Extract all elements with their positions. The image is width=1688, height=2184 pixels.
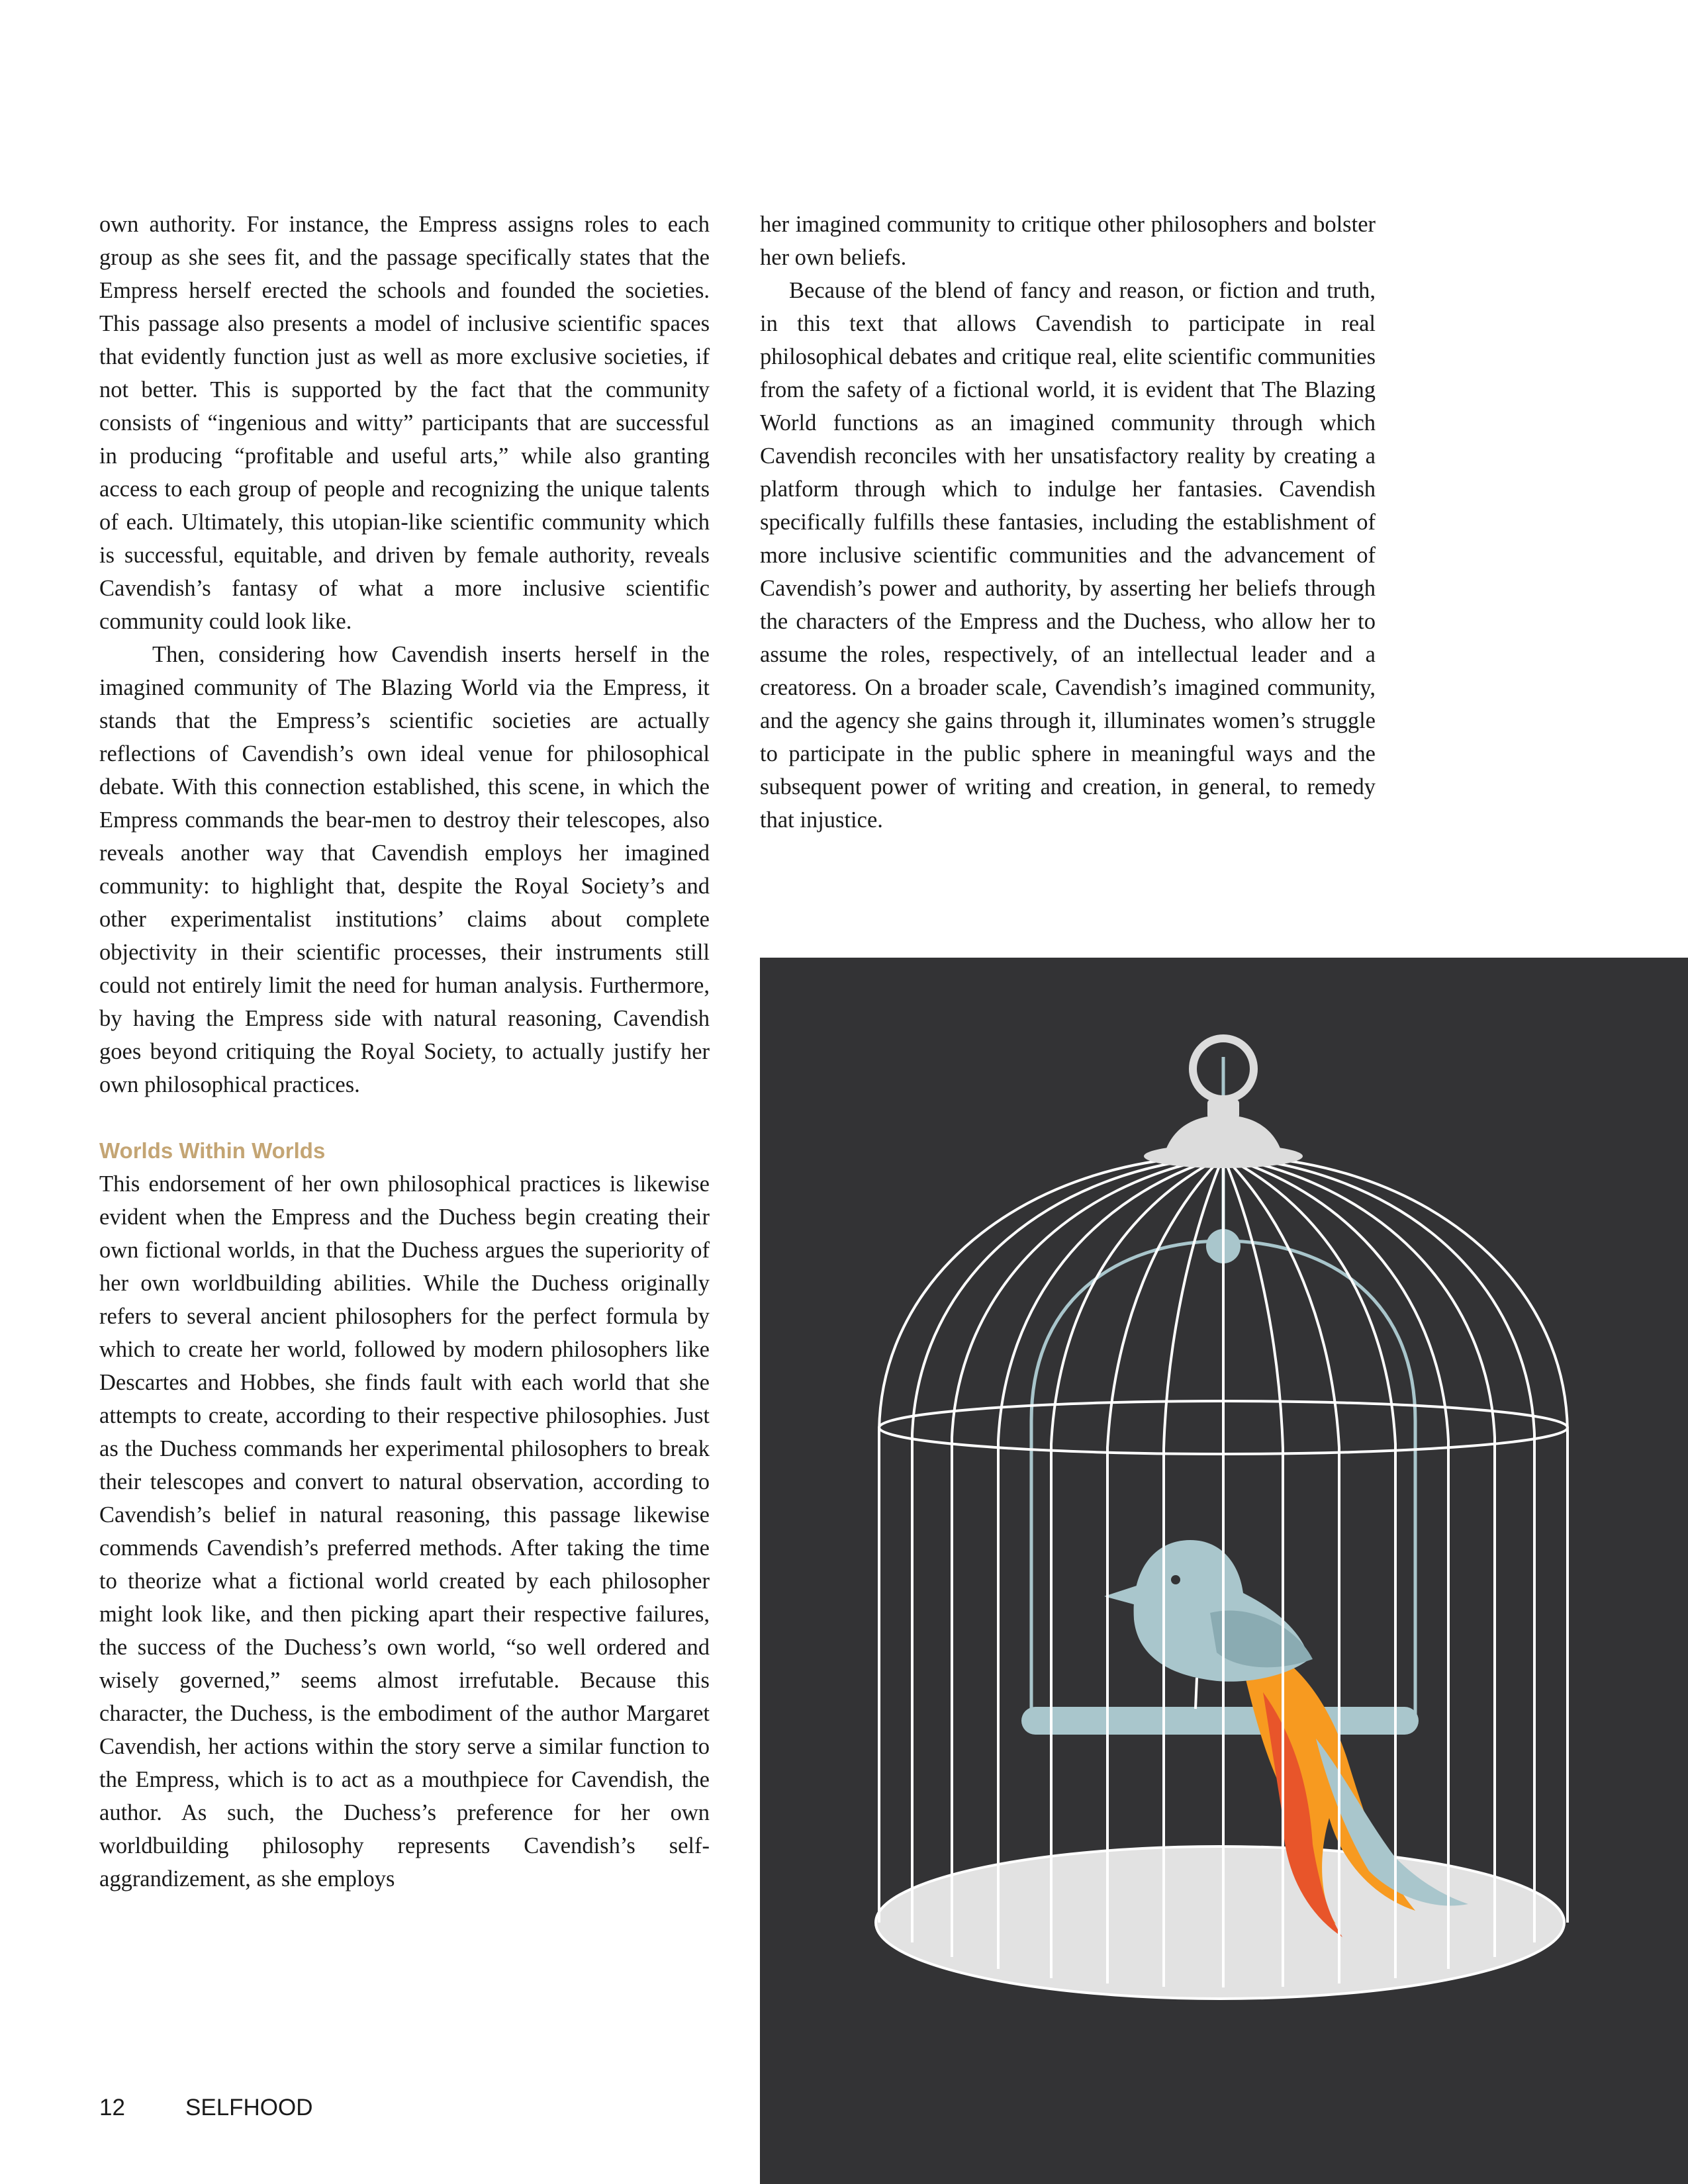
body-paragraph: her imagined community to critique other philosophers and bolster her own beliefs. <box>760 212 1376 270</box>
section-name: SELFHOOD <box>185 2095 313 2120</box>
left-column <box>99 208 710 1895</box>
section-heading: Worlds Within Worlds <box>99 1138 326 1163</box>
birdcage-illustration <box>760 958 1688 2184</box>
right-column <box>760 208 1376 837</box>
page-number: 12 <box>99 2095 125 2120</box>
page-footer <box>99 2095 313 2121</box>
body-paragraph: This endorsement of her own philosophical practices is likewise evident when the Empress and the Duchess begin creating their own fictional worlds, in that the Duchess argues the superiority of her own worldbuilding abilities. While the Duchess originally refers to several ancient philosophers for the perfect formula by which to create her world, followed by modern philosophers like Descartes and Hobbes, she finds fault with each world that she attempts to create, according to their respective philosophies. Just as the Duchess commands her experimental philosophers to break their telescopes and convert to natural observation, according to Cavendish’s belief in natural reasoning, this passage likewise commends Cavendish’s preferred methods. After taking the time to theorize what a fictional world created by each philosopher might look like, and then picking apart their respective failures, the success of the Duchess’s own world, “so well ordered and wisely governed,” seems almost irrefutable. Because this character, the Duchess, is the embodiment of the author Margaret Cavendish, her actions within the story serve a similar function to the Empress, which is to act as a mouthpiece for Cavendish, the author. As such, the Duchess’s preference for her own worldbuilding philosophy represents Cavendish’s self-aggrandizement, as she employs <box>99 1171 710 1891</box>
body-paragraph: Then, considering how Cavendish inserts herself in the imagined community of The Blazing World via the Empress, it stands that the Empress’s scientific societies are actually reflections of Cavendish’s own ideal venue for philosophical debate. With this connection established, this scene, in which the Empress commands the bear-men to destroy their telescopes, also reveals another way that Cavendish employs her imagined community: to highlight that, despite the Royal Society’s and other experimentalist institutions’ claims about complete objectivity in their scientific processes, their instruments still could not entirely limit the need for human analysis. Furthermore, by having the Empress side with natural reasoning, Cavendish goes beyond critiquing the Royal Society, to actually justify her own philosophical practices. <box>99 642 710 1097</box>
birdcage-icon <box>760 958 1688 2184</box>
body-paragraph: own authority. For instance, the Empress assigns roles to each group as she sees fit, and the passage specifically states that the Empress herself erected the schools and founded the societies. This passage also presents a model of inclusive scientific spaces that evidently function just as well as more exclusive societies, if not better. This is supported by the fact that the community consists of “ingenious and witty” participants that are successful in producing “profitable and useful arts,” while also granting access to each group of people and recognizing the unique talents of each. Ultimately, this utopian-like scientific community which is successful, equitable, and driven by female authority, reveals Cavendish’s fantasy of what a more inclusive scientific community could look like. <box>99 212 710 634</box>
body-paragraph: Because of the blend of fancy and reason, or fiction and truth, in this text that allows Cavendish to participate in real philosophical debates and critique real, elite scientific communities from the safety of a fictional world, it is evident that The Blazing World functions as an imagined community through which Cavendish reconciles with her unsatisfactory reality by creating a platform through which to indulge her fantasies. Cavendish specifically fulfills these fantasies, including the establishment of more inclusive scientific communities and the advancement of Cavendish’s power and authority, by asserting her beliefs through the characters of the Empress and the Duchess, who allow her to assume the roles, respectively, of an intellectual leader and a creatoress. On a broader scale, Cavendish’s imagined community, and the agency she gains through it, illuminates women’s struggle to participate in the public sphere in meaningful ways and the subsequent power of writing and creation, in general, to remedy that injustice. <box>760 278 1376 833</box>
